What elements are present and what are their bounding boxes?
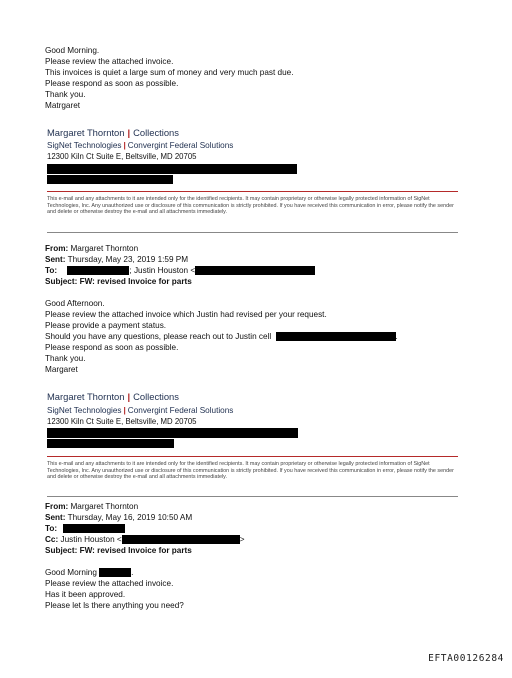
signature-department: Collections: [133, 391, 179, 402]
sent-value: Thursday, May 16, 2019 10:50 AM: [67, 513, 193, 522]
from-label: From:: [45, 244, 69, 253]
signature-name: Margaret Thornton: [47, 391, 125, 402]
separator-bar: |: [123, 406, 126, 415]
body-line: Thank you.: [45, 90, 86, 99]
body-line: Please let ls there anything you need?: [45, 601, 184, 610]
signature-name: Margaret Thornton: [47, 127, 125, 138]
body-line: Thank you.: [45, 354, 86, 363]
signature-address: 12300 Kiln Ct Suite E, Beltsville, MD 20705: [47, 152, 197, 161]
signature-divider: [47, 191, 458, 192]
body-line: Margaret: [45, 365, 78, 374]
subject-label: Subject:: [45, 277, 78, 286]
document-id: EFTA00126284: [428, 653, 504, 664]
cc-label: Cc:: [45, 535, 59, 544]
disclaimer-text: This e-mail and any attachments to it are intended only for the identified recipients. It may contain proprietary or otherwise legally protected information of SigNet Technologies, Inc. Any unauthorized use or disclosure of this communication is strictly prohibited. If you have received this communication in error, please notify the sender and delete or otherwise destroy the e-mail and all attachments immediately.: [47, 461, 454, 481]
body-line: Please provide a payment status.: [45, 321, 167, 330]
disclaimer-divider: [47, 232, 458, 233]
redaction-box: [47, 439, 174, 448]
signature-company: SigNet Technologies: [47, 406, 122, 415]
signature-division: Convergint Federal Solutions: [127, 406, 234, 415]
trailing-period: .: [395, 332, 398, 341]
greeting: Good Morning: [45, 568, 97, 577]
redaction-box: [122, 535, 240, 544]
cc-value: Justin Houston <: [60, 535, 122, 544]
from-value: Margaret Thornton: [70, 244, 139, 253]
subject-label: Subject:: [45, 546, 78, 555]
redaction-box: [63, 524, 125, 533]
subject-value: FW: revised Invoice for parts: [79, 546, 192, 555]
greeting-end: .: [131, 568, 134, 577]
sent-value: Thursday, May 23, 2019 1:59 PM: [67, 255, 189, 264]
redaction-box: [195, 266, 315, 275]
signature-divider: [47, 456, 458, 457]
to-value: ; Justin Houston <: [129, 266, 196, 275]
body-line: This invoices is quiet a large sum of money and very much past due.: [45, 68, 294, 77]
disclaimer-text: This e-mail and any attachments to it are intended only for the identified recipients. It may contain proprietary or otherwise legally protected information of SigNet Technologies, Inc. Any unauthorized use or disclosure of this communication is strictly prohibited. If you have received this communication in error, please notify the sender and delete or otherwise destroy the e-mail and all attachments immediately.: [47, 196, 454, 216]
separator-bar: |: [127, 391, 131, 402]
from-value: Margaret Thornton: [70, 502, 139, 511]
to-label: To:: [45, 266, 58, 275]
body-line: Please review the attached invoice which Justin had revised per your request.: [45, 310, 327, 319]
cc-close: >: [239, 535, 245, 544]
body-line: Please respond as soon as possible.: [45, 79, 179, 88]
body-line: Has it been approved.: [45, 590, 126, 599]
signature-department: Collections: [133, 127, 179, 138]
redaction-box: [47, 164, 297, 174]
body-line: Matrgaret: [45, 101, 81, 110]
body-line: Please review the attached invoice.: [45, 579, 174, 588]
body-line: Please review the attached invoice.: [45, 57, 174, 66]
redaction-box: [47, 175, 173, 184]
signature-company: SigNet Technologies: [47, 141, 122, 150]
sent-label: Sent:: [45, 255, 66, 264]
from-label: From:: [45, 502, 69, 511]
signature-division: Convergint Federal Solutions: [127, 141, 234, 150]
subject-value: FW: revised Invoice for parts: [79, 277, 192, 286]
sent-label: Sent:: [45, 513, 66, 522]
body-line: Please respond as soon as possible.: [45, 343, 179, 352]
redaction-box: [276, 332, 396, 341]
redaction-box: [99, 568, 134, 577]
redaction-box: [47, 428, 298, 438]
signature-address: 12300 Kiln Ct Suite E, Beltsville, MD 20705: [47, 417, 197, 426]
disclaimer-divider: [47, 496, 458, 497]
to-label: To:: [45, 524, 58, 533]
body-line: Should you have any questions, please reach out to Justin cell: [45, 332, 272, 341]
body-line: Good Afternoon.: [45, 299, 105, 308]
separator-bar: |: [123, 141, 126, 150]
separator-bar: |: [127, 127, 131, 138]
body-line: Good Morning.: [45, 46, 100, 55]
redaction-box: [67, 266, 129, 275]
